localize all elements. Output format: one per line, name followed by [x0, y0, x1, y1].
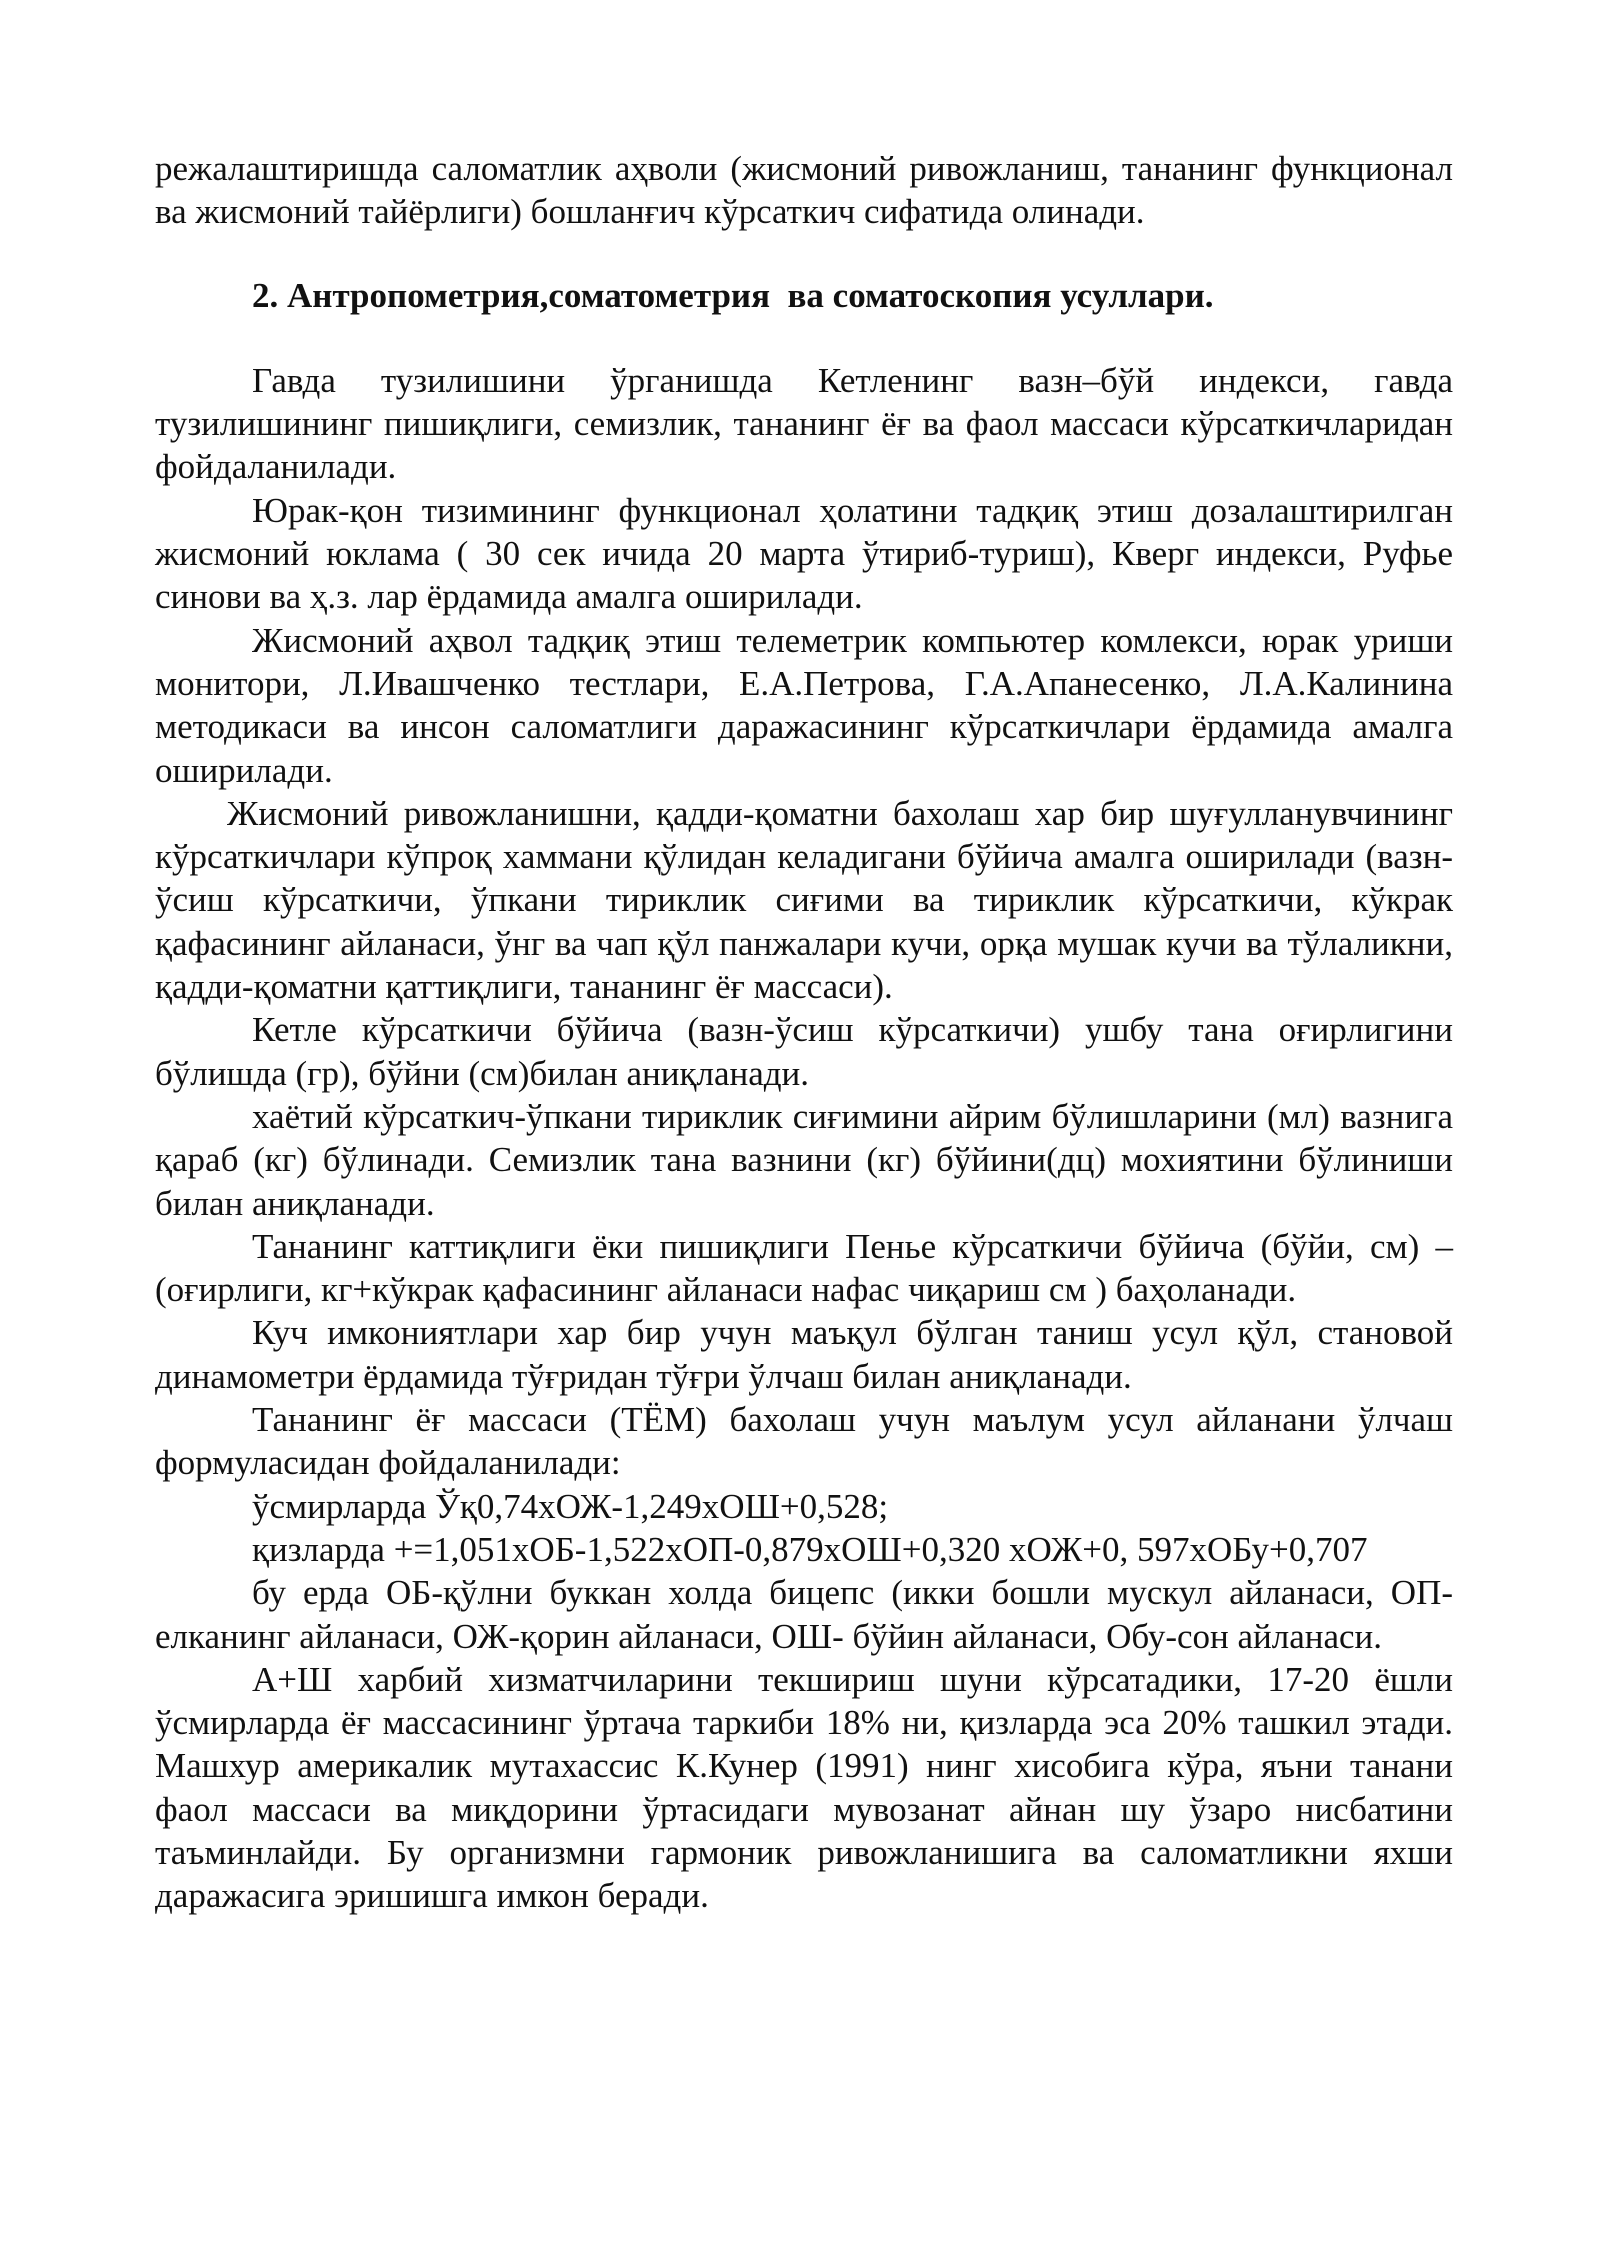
section-heading: 2. Антропометрия,соматометрия ва соматоскопия усуллари.: [252, 275, 1214, 315]
paragraph-cardio-system: Юрак-қон тизимининг функционал ҳолатини тадқиқ этиш дозалаштирилган жисмоний юклама ( 30 сек ичида 20 марта ўтириб-туриш), Кверг индекси, Руфье синови ва ҳ.з. лар ёрдамида амалга оширилади.: [155, 490, 1453, 617]
formula-teenagers: ўсмирларда Ўқ0,74хОЖ-1,249хОШ+0,528;: [252, 1486, 889, 1526]
paragraph-physical-condition: Жисмоний аҳвол тадқиқ этиш телеметрик компьютер комлекси, юрак уриши монитори, Л.Ивашченко тестлари, Е.А.Петрова, Г.А.Апанесенко, Л.А.Калинина методикаси ва инсон саломатлиги даражасининг кўрсаткичлари ёрдамида амалга оширилади.: [155, 620, 1453, 790]
intro-paragraph: режалаштиришда саломатлик аҳволи (жисмоний ривожланиш, тананинг функционал ва жисмоний тайёрлиги) бошланғич кўрсаткич сифатида олинади.: [155, 149, 1453, 232]
paragraph-strength: Куч имкониятлари хар бир учун маъқул бўлган таниш усул қўл, становой динамометри ёрдамида тўғридан тўғри ўлчаш билан аниқланади.: [155, 1313, 1453, 1396]
paragraph-fat-mass: Тананинг ёғ массаси (ТЁМ) бахолаш учун маълум усул айланани ўлчаш формуласидан фойдаланилади:: [155, 1400, 1453, 1483]
paragraph-physical-development: Жисмоний ривожланишни, қадди-қоматни бахолаш хар бир шуғулланувчининг кўрсаткичлари кўпроқ хаммани қўлидан келадигани бўйича амалга оширилади (вазн-ўсиш кўрсаткичи, ўпкани тириклик сиғими ва тириклик кўрсаткичи, кўкрак қафасининг айланаси, ўнг ва чап қўл панжалари кучи, орқа мушак кучи ва тўлаликни, қадди-қоматни қаттиқлиги, тананинг ёғ массаси).: [155, 793, 1453, 1007]
document-body: [155, 147, 1453, 1918]
formula-girls: қизларда +=1,051хОБ-1,522хОП-0,879хОШ+0,320 хОЖ+0, 597хОБу+0,707: [252, 1529, 1368, 1569]
paragraph-ketle-index: Кетле кўрсаткичи бўйича (вазн-ўсиш кўрсаткичи) ушбу тана оғирлигини бўлишда (гр), бўйни (см)билан аниқланади.: [155, 1010, 1453, 1093]
paragraph-pinье-index: Тананинг каттиқлиги ёки пишиқлиги Пенье кўрсаткичи бўйича (бўйи, см) – (оғирлиги, кг+кўкрак қафасининг айланаси нафас чиқариш см ) баҳоланади.: [155, 1226, 1453, 1310]
paragraph-body-structure: Гавда тузилишини ўрганишда Кетленинг вазн–бўй индекси, гавда тузилишининг пишиқлиги, семизлик, тананинг ёғ ва фаол массаси кўрсаткичларидан фойдаланилади.: [155, 360, 1453, 487]
paragraph-formula-legend: бу ерда ОБ-қўлни буккан холда бицепс (икки бошли мускул айланаси, ОП-елканинг айланаси, ОЖ-қорин айланаси, ОШ- бўйин айланаси, Обу-сон айланаси.: [155, 1573, 1453, 1656]
paragraph-conclusion: А+Ш харбий хизматчиларини текшириш шуни кўрсатадики, 17-20 ёшли ўсмирларда ёғ массасининг ўртача таркиби 18% ни, қизларда эса 20% ташкил этади. Машхур америкалик мутахассис К.Кунер (1991) нинг хисобига кўра, яъни танани фаол массаси ва миқдорини ўртасидаги мувозанат айнан шу ўзаро нисбатини таъминлайди. Бу организмни гармоник ривожланишига ва саломатликни яхши даражасига эришишга имкон беради.: [155, 1659, 1453, 1916]
paragraph-vital-index: хаётий кўрсаткич-ўпкани тириклик сиғимини айрим бўлишларини (мл) вазнига қараб (кг) бўлинади. Семизлик тана вазнини (кг) бўйини(дц) мохиятини бўлиниши билан аниқланади.: [155, 1096, 1453, 1223]
